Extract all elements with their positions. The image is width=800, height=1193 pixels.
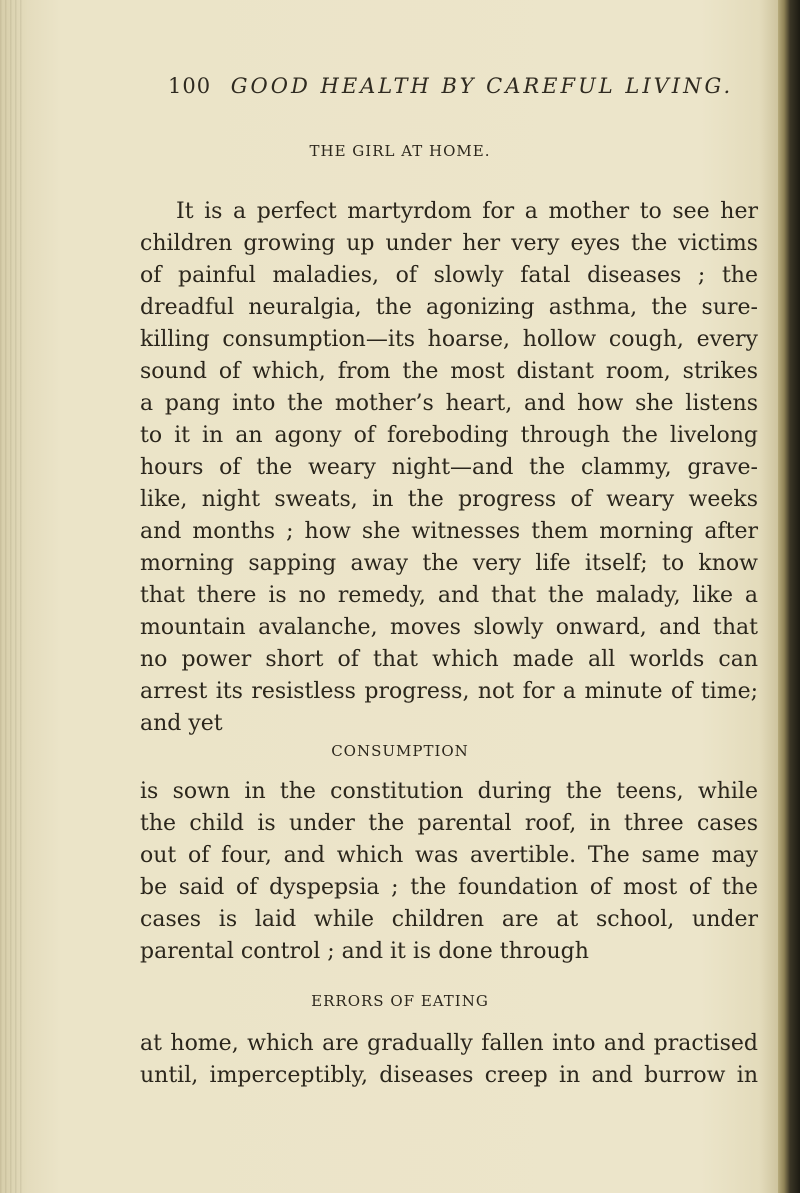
subheading-errors-of-eating: ERRORS OF EATING — [311, 992, 489, 1010]
text-line: mountain avalanche, moves slowly onward, and that — [140, 615, 758, 640]
text-line: killing consumption—its hoarse, hollow cough, every — [140, 327, 758, 352]
section-title: THE GIRL AT HOME. — [309, 142, 491, 160]
text-line: sound of which, from the most distant room, strikes — [140, 359, 758, 384]
text-line: until, imperceptibly, diseases creep in and burrow in — [140, 1063, 758, 1088]
text-line: be said of dyspepsia ; the foundation of most of the — [140, 875, 758, 900]
text-line: out of four, and which was avertible. The same may — [140, 843, 758, 868]
text-line: arrest its resistless progress, not for a minute of time; — [140, 679, 758, 704]
page-gutter — [0, 0, 22, 1193]
text-line: cases is laid while children are at school, under — [140, 907, 758, 932]
text-line: at home, which are gradually fallen into and practised — [140, 1031, 758, 1056]
text-line: that there is no remedy, and that the malady, like a — [140, 583, 758, 608]
text-line: to it in an agony of foreboding through the livelong — [140, 423, 758, 448]
running-title: GOOD HEALTH BY CAREFUL LIVING. — [230, 74, 734, 98]
text-line: children growing up under her very eyes the victims — [140, 231, 758, 256]
text-line: It is a perfect martyrdom for a mother to see her — [176, 199, 758, 224]
text-line: hours of the weary night—and the clammy, grave- — [140, 455, 758, 480]
text-line: of painful maladies, of slowly fatal diseases ; the — [140, 263, 758, 288]
text-line: and months ; how she witnesses them morning after — [140, 519, 758, 544]
text-line: dreadful neuralgia, the agonizing asthma, the sure- — [140, 295, 758, 320]
text-line: and yet — [140, 711, 223, 736]
page-edge-shadow — [778, 0, 800, 1193]
text-line: the child is under the parental roof, in three cases — [140, 811, 758, 836]
text-line: a pang into the mother’s heart, and how she listens — [140, 391, 758, 416]
text-line: is sown in the constitution during the teens, while — [140, 779, 758, 804]
text-line: like, night sweats, in the progress of weary weeks — [140, 487, 758, 512]
text-line: no power short of that which made all worlds can — [140, 647, 758, 672]
page-number: 100 — [168, 74, 212, 98]
subheading-consumption: CONSUMPTION — [331, 742, 469, 760]
text-line: parental control ; and it is done through — [140, 939, 589, 964]
running-header — [168, 74, 733, 98]
text-line: morning sapping away the very life itself; to know — [140, 551, 758, 576]
